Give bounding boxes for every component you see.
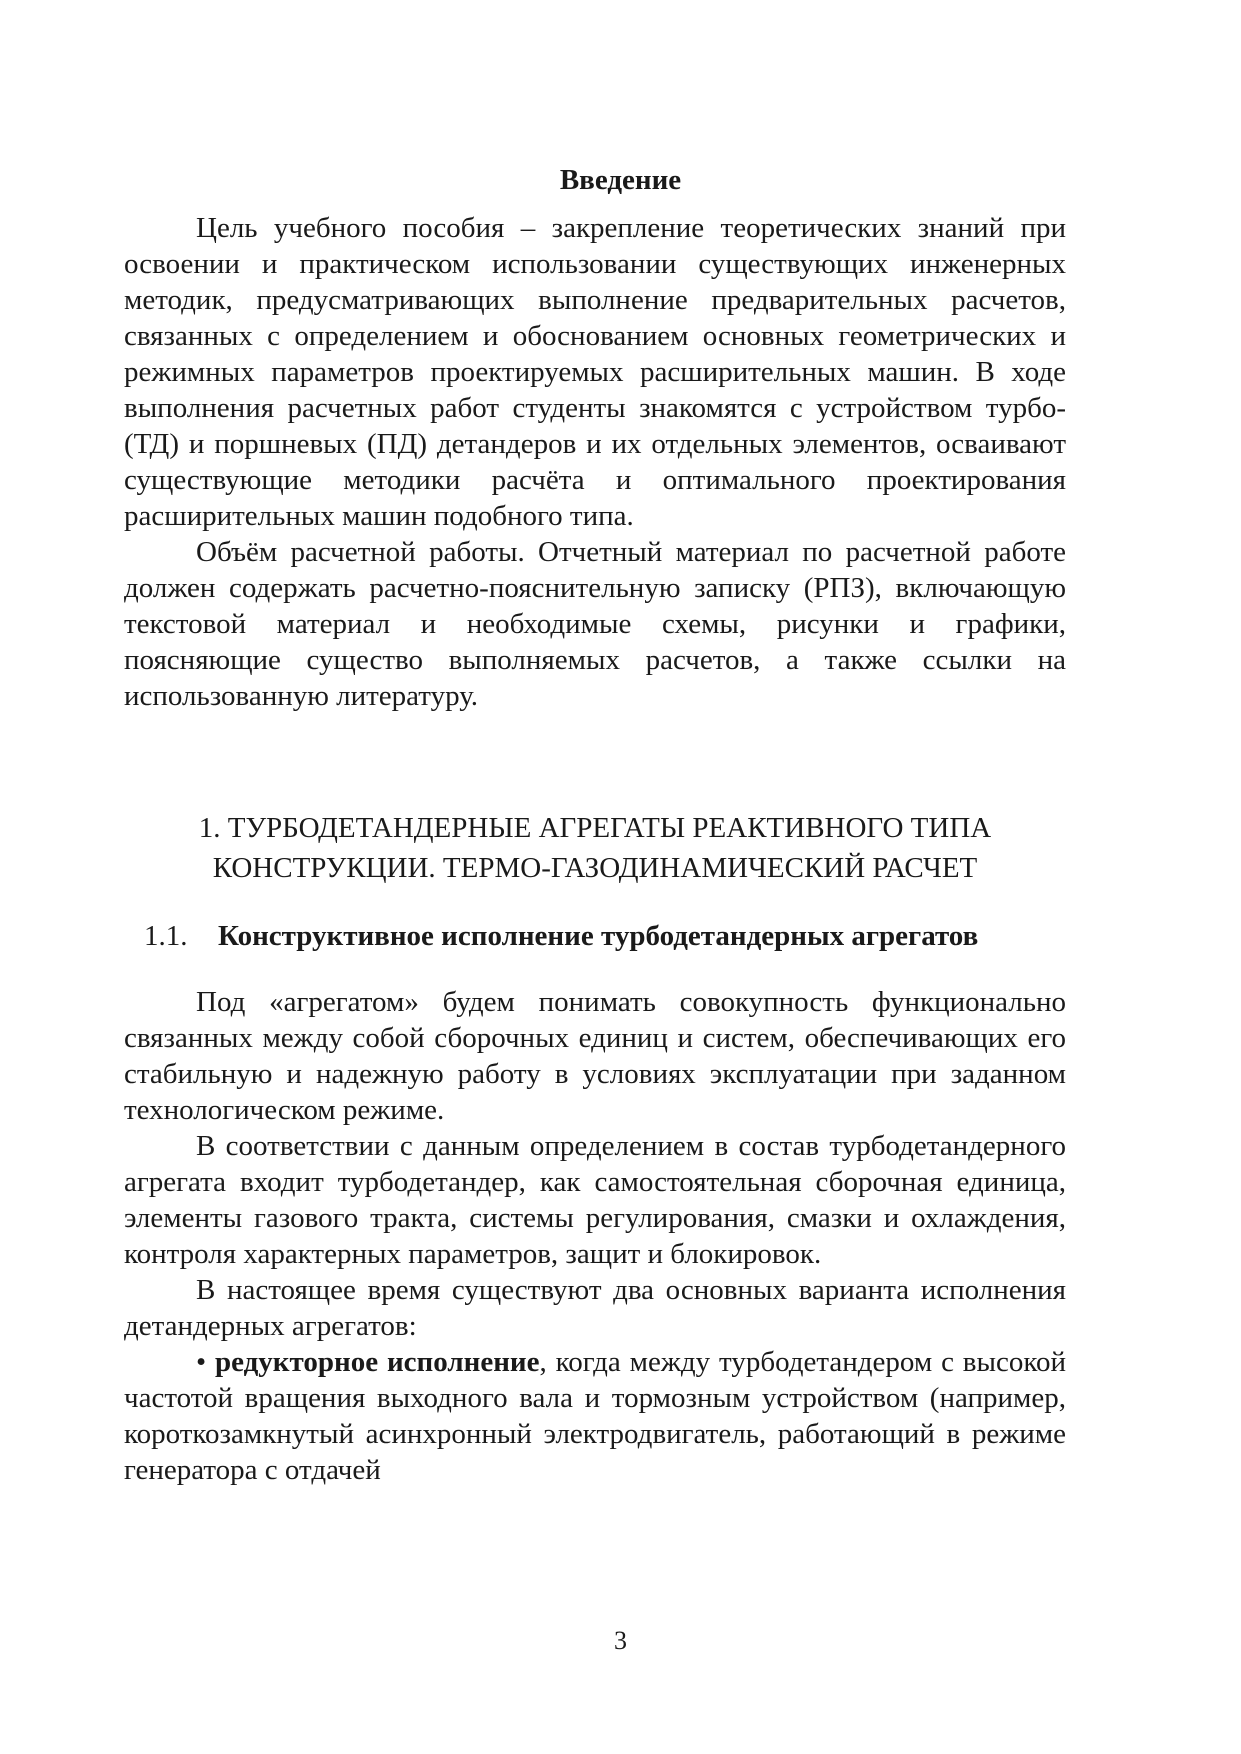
bullet-item [124, 1344, 1066, 1488]
intro-body [124, 210, 1066, 714]
page-number: 3 [614, 1626, 627, 1655]
section-1-1-body [124, 984, 1066, 1488]
intro-paragraph-2: Объём расчетной работы. Отчетный материал по расчетной работе должен содержать расчетно-пояснительную записку (РПЗ), включающую текстовой материал и необходимые схемы, рисунки и графики, поясняющие существо выполняемых расчетов, а также ссылки на использованную литературу. [124, 536, 1066, 712]
section-paragraph-3: В настоящее время существуют два основных варианта исполнения детандерных агрегатов: [124, 1274, 1066, 1342]
chapter-1-heading-line-1: 1. ТУРБОДЕТАНДЕРНЫЕ АГРЕГАТЫ РЕАКТИВНОГО ТИПА [198, 812, 992, 844]
section-paragraph-2: В соответствии с данным определением в состав турбодетандерного агрегата входит турбодетандер, как самостоятельная сборочная единица, элементы газового тракта, системы регулирования, смазки и охлаждения, контроля характерных параметров, защит и блокировок. [124, 1130, 1066, 1270]
chapter-1-heading [124, 808, 1066, 888]
section-1-1-heading [144, 918, 978, 954]
intro-paragraph-1: Цель учебного пособия – закрепление теоретических знаний при освоении и практическом использовании существующих инженерных методик, предусматривающих выполнение предварительных расчетов, связанных с определением и обоснованием основных геометрических и режимных параметров проектируемых расширительных машин. В ходе выполнения расчетных работ студенты знакомятся с устройством турбо- (ТД) и поршневых (ПД) детандеров и их отдельных элементов, осваивают существующие методики расчёта и оптимального проектирования расширительных машин подобного типа. [124, 212, 1066, 532]
bullet-text: , когда между турбодетандером с высокой частотой вращения выходного вала и тормозным устройством (например, короткозамкнутый асинхронный электродвигатель, работающий в режиме генератора с отдачей [124, 1346, 1066, 1486]
section-number: 1.1. [144, 920, 188, 952]
intro-title: Введение [559, 164, 682, 196]
bullet-mark: • [196, 1346, 207, 1378]
section-paragraph-1: Под «агрегатом» будем понимать совокупность функционально связанных между собой сборочных единиц и систем, обеспечивающих его стабильную и надежную работу в условиях эксплуатации при заданном технологическом режиме. [124, 986, 1066, 1126]
bullet-bold-term: редукторное исполнение [215, 1346, 540, 1378]
chapter-1-heading-line-2: КОНСТРУКЦИИ. ТЕРМО-ГАЗОДИНАМИЧЕСКИЙ РАСЧЕТ [212, 852, 978, 884]
section-title: Конструктивное исполнение турбодетандерных агрегатов [218, 920, 979, 952]
